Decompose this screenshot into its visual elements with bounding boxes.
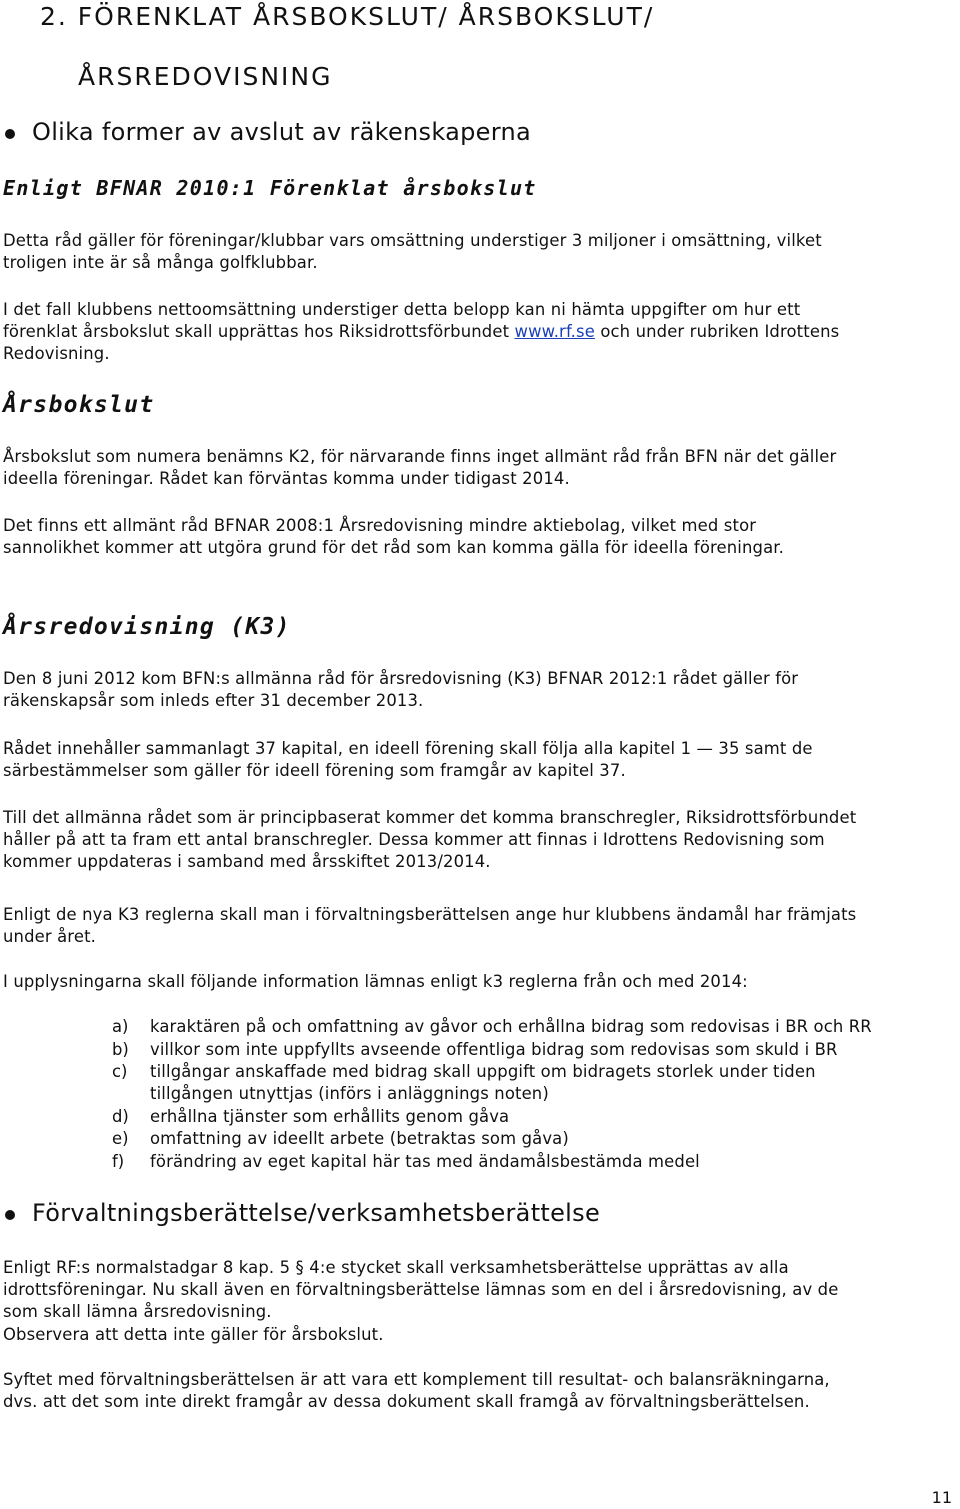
text-line: räkenskapsår som inleds efter 31 december 2013. [3, 691, 424, 710]
list-item: erhållna tjänster som erhållits genom gåva [150, 1107, 510, 1126]
list-item: förändring av eget kapital här tas med ändamålsbestämda medel [150, 1152, 700, 1171]
list-item: villkor som inte uppfyllts avseende offentliga bidrag som redovisas som skuld i BR [150, 1040, 838, 1059]
text-line: Det finns ett allmänt råd BFNAR 2008:1 Årsredovisning mindre aktiebolag, vilket med stor [3, 516, 757, 535]
text-line: Enligt RF:s normalstadgar 8 kap. 5 § 4:e stycket skall verksamhetsberättelse upprättas av alla [3, 1258, 789, 1277]
text-line: Detta råd gäller för föreningar/klubbar vars omsättning understiger 3 miljoner i omsättning, vilket [3, 231, 822, 250]
heading-line-1: 2. FÖRENKLAT ÅRSBOKSLUT/ ÅRSBOKSLUT/ [40, 2, 655, 31]
section-title-arsbokslut: Årsbokslut [3, 392, 155, 418]
list-item: omfattning av ideellt arbete (betraktas som gåva) [150, 1129, 569, 1148]
page-number: 11 [931, 1488, 952, 1507]
bullet-heading-2: Förvaltningsberättelse/verksamhetsberättelse [32, 1199, 601, 1227]
list-label: d) [112, 1107, 129, 1126]
heading-line-2: ÅRSREDOVISNING [78, 62, 333, 91]
rf-link[interactable]: www.rf.se [514, 322, 595, 341]
text-line: Observera att detta inte gäller för årsbokslut. [3, 1325, 384, 1344]
text-span: och under rubriken Idrottens [600, 322, 840, 341]
text-line: Enligt de nya K3 reglerna skall man i förvaltningsberättelsen ange hur klubbens ändamål har främjats [3, 905, 857, 924]
text-line: Redovisning. [3, 344, 110, 363]
text-line: Rådet innehåller sammanlagt 37 kapital, en ideell förening skall följa alla kapitel 1 — 35 samt de [3, 739, 813, 758]
text-line: sannolikhet kommer att utgöra grund för det råd som kan komma gälla för ideella föreningar. [3, 538, 785, 557]
text-line: dvs. att det som inte direkt framgår av dessa dokument skall framgå av förvaltningsberättelsen. [3, 1392, 810, 1411]
list-item-continuation: tillgången utnyttjas (införs i anläggnings noten) [150, 1084, 549, 1103]
text-line: I upplysningarna skall följande information lämnas enligt k3 reglerna från och med 2014: [3, 972, 748, 991]
list-label: e) [112, 1129, 129, 1148]
section-title-bfnar: Enligt BFNAR 2010:1 Förenklat årsbokslut [3, 176, 537, 200]
list-item: karaktären på och omfattning av gåvor och erhållna bidrag som redovisas i BR och RR [150, 1017, 872, 1036]
list-label: f) [112, 1152, 125, 1171]
list-item: tillgångar anskaffade med bidrag skall uppgift om bidragets storlek under tiden [150, 1062, 816, 1081]
text-line: Den 8 juni 2012 kom BFN:s allmänna råd för årsredovisning (K3) BFNAR 2012:1 rådet gäller för [3, 669, 799, 688]
text-line-with-link [3, 322, 839, 341]
text-line: Syftet med förvaltningsberättelsen är att vara ett komplement till resultat- och balansräkningarna, [3, 1370, 830, 1389]
text-line: Till det allmänna rådet som är principbaserat kommer det komma branschregler, Riksidrottsförbundet [3, 808, 857, 827]
text-line: idrottsföreningar. Nu skall även en förvaltningsberättelse lämnas som en del i årsredovisning, av de [3, 1280, 839, 1299]
text-line: kommer uppdateras i samband med årsskiftet 2013/2014. [3, 852, 491, 871]
section-title-k3: Årsredovisning (K3) [3, 614, 291, 640]
text-line: Årsbokslut som numera benämns K2, för närvarande finns inget allmänt råd från BFN när det gäller [3, 447, 837, 466]
text-line: ideella föreningar. Rådet kan förväntas komma under tidigast 2014. [3, 469, 570, 488]
list-label: c) [112, 1062, 128, 1081]
list-label: a) [112, 1017, 129, 1036]
bullet-heading-1: Olika former av avslut av räkenskaperna [32, 118, 532, 146]
text-line: håller på att ta fram ett antal branschregler. Dessa kommer att finnas i Idrottens Redovisning som [3, 830, 825, 849]
text-span: förenklat årsbokslut skall upprättas hos Riksidrottsförbundet [3, 322, 510, 341]
bullet-icon [5, 129, 15, 139]
text-line: under året. [3, 927, 97, 946]
text-line: troligen inte är så många golfklubbar. [3, 253, 318, 272]
text-line: som skall lämna årsredovisning. [3, 1302, 272, 1321]
list-label: b) [112, 1040, 129, 1059]
text-line: I det fall klubbens nettoomsättning understiger detta belopp kan ni hämta uppgifter om hur ett [3, 300, 801, 319]
bullet-icon [5, 1210, 15, 1220]
text-line: särbestämmelser som gäller för ideell förening som framgår av kapitel 37. [3, 761, 626, 780]
